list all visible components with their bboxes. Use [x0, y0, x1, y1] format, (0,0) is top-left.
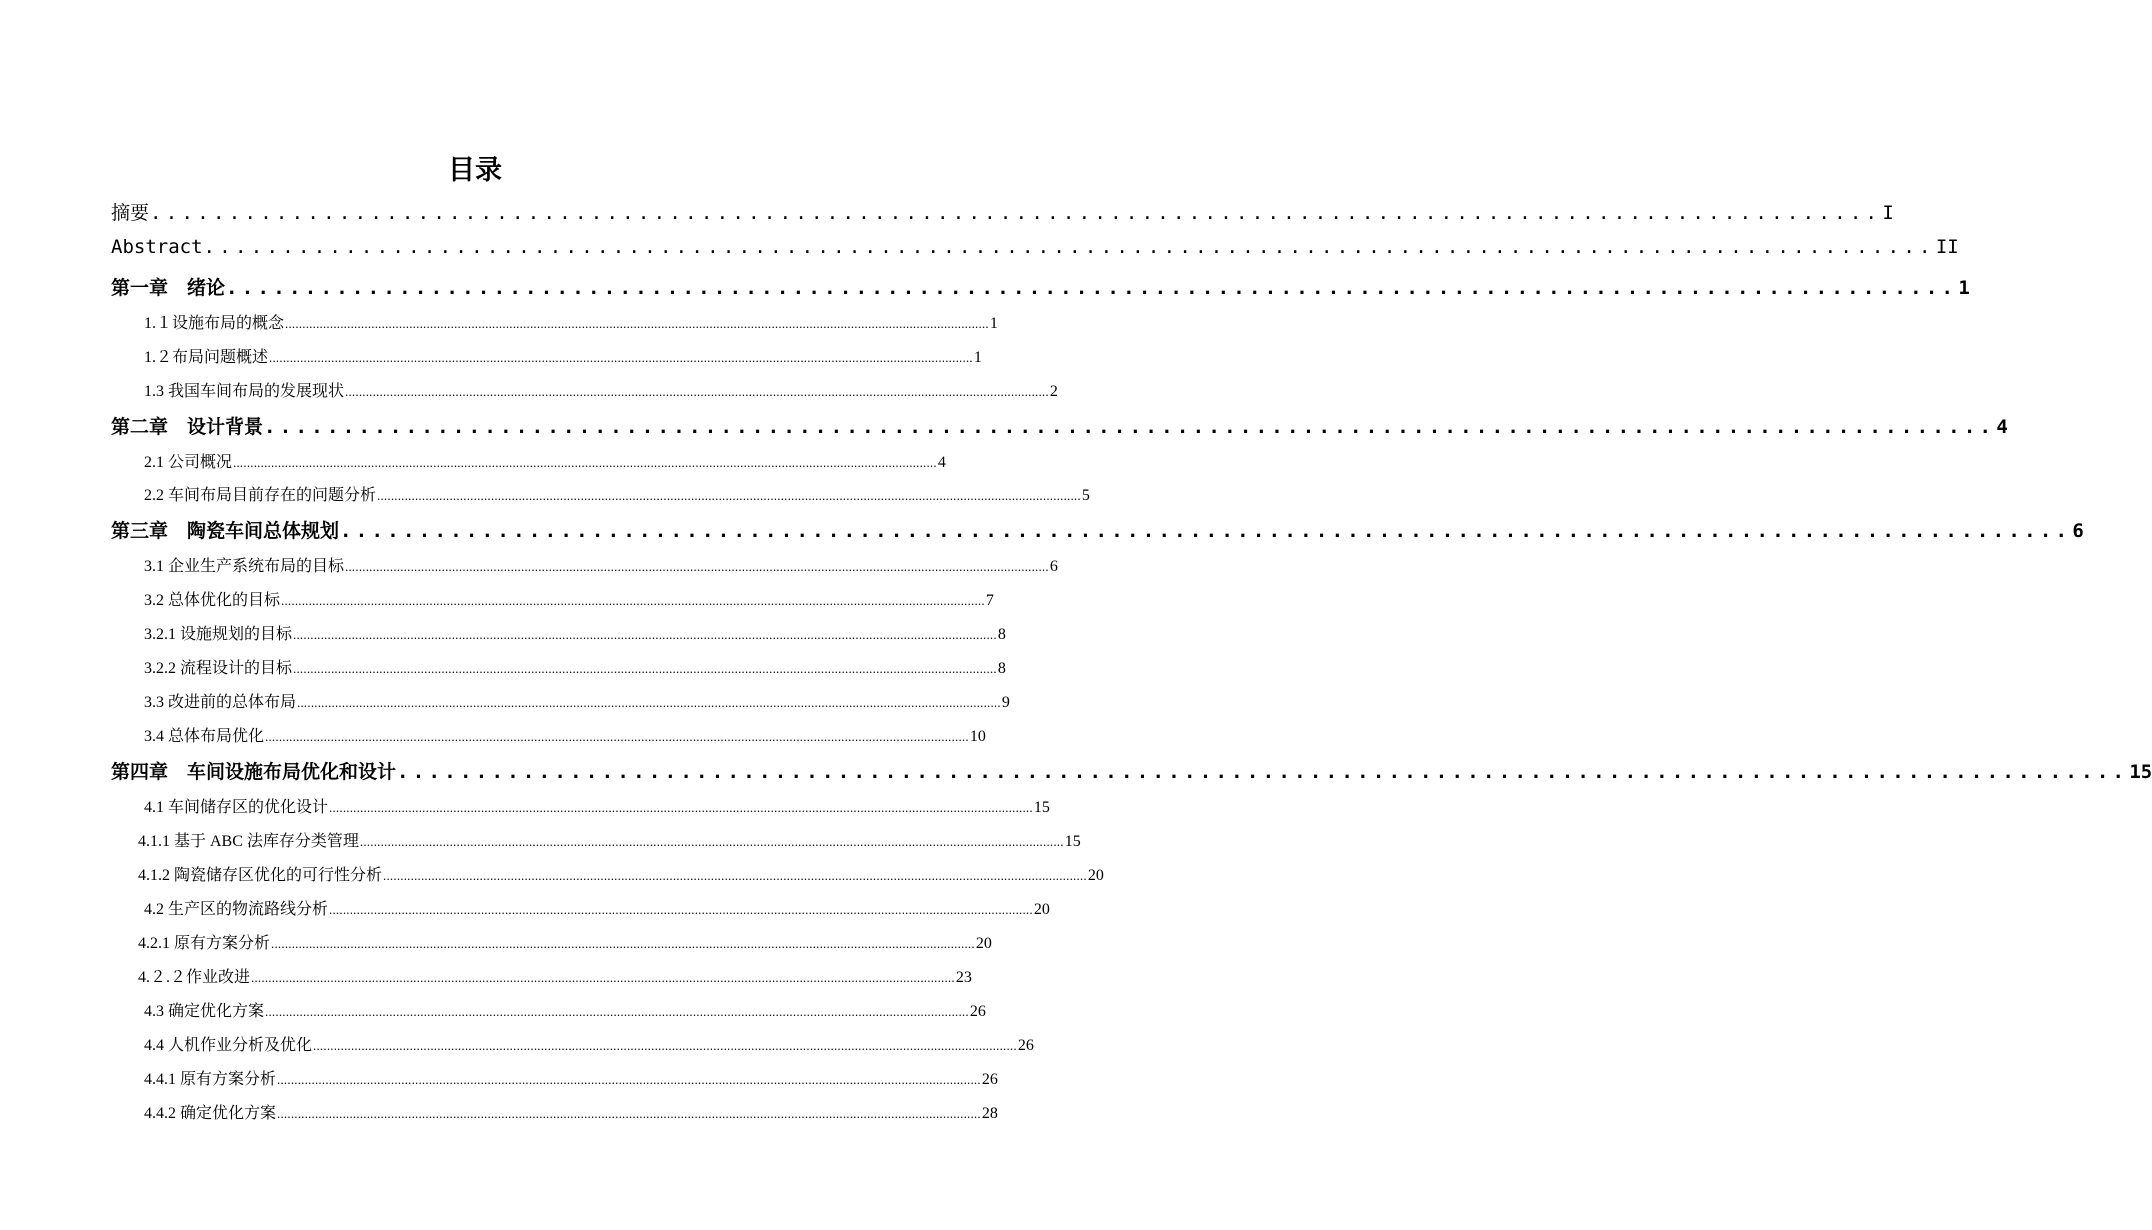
toc-entry-4-4-1[interactable]	[144, 1066, 998, 1089]
toc-entry-label: 1.１设施布局的概念	[144, 315, 285, 332]
toc-entry-label: 摘要	[111, 202, 150, 224]
toc-leader-dots: ..............................................................................................................	[150, 202, 1882, 224]
toc-leader-dots: ............................................................................................................................................................................................................	[271, 936, 975, 951]
toc-entry-page: 6	[1049, 558, 1058, 575]
toc-leader-dots: ..............................................................................................................	[397, 761, 2129, 783]
toc-entry-page: 15	[1064, 833, 1081, 850]
toc-leader-dots: ............................................................................................................................................................................................................	[329, 800, 1033, 815]
toc-entry-label: 3.1 企业生产系统布局的目标	[144, 558, 345, 575]
toc-entry-label: 3.2.2 流程设计的目标	[144, 660, 293, 677]
toc-entry-page: 20	[1087, 867, 1104, 884]
toc-entry-label: 4.3 确定优化方案	[144, 1003, 265, 1020]
toc-entry-4-4[interactable]	[144, 1032, 1034, 1055]
toc-entry-page: 5	[1081, 487, 1090, 504]
toc-entry-4-2[interactable]	[144, 896, 1050, 919]
toc-entry-label: 4.1.1 基于 ABC 法库存分类管理	[138, 833, 359, 850]
toc-leader-dots: ............................................................................................................................................................................................................	[293, 661, 997, 676]
toc-leader-dots: ............................................................................................................................................................................................................	[269, 350, 973, 365]
toc-leader-dots: ............................................................................................................................................................................................................	[265, 729, 969, 744]
page-title: 目录	[448, 155, 502, 186]
toc-entry-1-3[interactable]	[144, 378, 1058, 401]
toc-leader-dots: ............................................................................................................................................................................................................	[377, 488, 1081, 503]
toc-entry-4-3[interactable]	[144, 998, 986, 1021]
toc-leader-dots: ............................................................................................................................................................................................................	[281, 593, 985, 608]
toc-entry-1-1[interactable]	[144, 310, 998, 333]
toc-entry-4-4-2[interactable]	[144, 1100, 998, 1123]
toc-entry-label: 第三章 陶瓷车间总体规划	[111, 520, 340, 542]
toc-entry-page: 1	[973, 349, 982, 366]
toc-leader-dots: ............................................................................................................................................................................................................	[277, 1106, 981, 1121]
toc-entry-3-3[interactable]	[144, 689, 1010, 712]
toc-entry-label: 3.3 改进前的总体布局	[144, 694, 297, 711]
toc-entry-label: 1.3 我国车间布局的发展现状	[144, 383, 345, 400]
toc-entry-label: 1.２布局问题概述	[144, 349, 269, 366]
toc-entry-page: 8	[997, 626, 1006, 643]
toc-entry-abstract-cn[interactable]	[111, 198, 1894, 225]
toc-entry-page: 4	[937, 454, 946, 471]
toc-leader-dots: ............................................................................................................................................................................................................	[345, 384, 1049, 399]
toc-entry-3-2-1[interactable]	[144, 621, 1006, 644]
toc-leader-dots: ............................................................................................................................................................................................................	[265, 1004, 969, 1019]
toc-entry-label: Abstract	[111, 236, 203, 258]
toc-entry-page: 7	[985, 592, 994, 609]
toc-entry-chapter-3[interactable]	[111, 516, 2084, 543]
toc-leader-dots: ..............................................................................................................	[203, 236, 1935, 258]
toc-entry-page: 15	[1033, 799, 1050, 816]
toc-entry-label: 2.1 公司概况	[144, 454, 233, 471]
toc-leader-dots: ............................................................................................................................................................................................................	[251, 970, 955, 985]
toc-leader-dots: ............................................................................................................................................................................................................	[277, 1072, 981, 1087]
toc-entry-chapter-2[interactable]	[111, 412, 2008, 439]
toc-entry-page: 10	[969, 728, 986, 745]
toc-entry-label: 3.2 总体优化的目标	[144, 592, 281, 609]
toc-entry-label: 4.2.1 原有方案分析	[138, 935, 271, 952]
toc-entry-page: 23	[955, 969, 972, 986]
toc-entry-label: 4.1 车间储存区的优化设计	[144, 799, 329, 816]
toc-entry-page: 20	[1033, 901, 1050, 918]
toc-entry-3-4[interactable]	[144, 723, 986, 746]
toc-entry-label: 4.２.２作业改进	[138, 969, 251, 986]
toc-leader-dots: ............................................................................................................................................................................................................	[313, 1038, 1017, 1053]
toc-entry-chapter-1[interactable]	[111, 273, 1970, 300]
toc-entry-page: 1	[1958, 277, 1970, 299]
toc-entry-3-1[interactable]	[144, 553, 1058, 576]
toc-entry-page: 28	[981, 1105, 998, 1122]
toc-entry-4-2-1[interactable]	[138, 930, 992, 953]
toc-entry-label: 4.4.2 确定优化方案	[144, 1105, 277, 1122]
toc-entry-label: 2.2 车间布局目前存在的问题分析	[144, 487, 377, 504]
toc-entry-1-2[interactable]	[144, 344, 982, 367]
toc-entry-label: 4.2 生产区的物流路线分析	[144, 901, 329, 918]
toc-leader-dots: ............................................................................................................................................................................................................	[285, 316, 989, 331]
toc-entry-page: 8	[997, 660, 1006, 677]
toc-leader-dots: ............................................................................................................................................................................................................	[297, 695, 1001, 710]
toc-leader-dots: ..............................................................................................................	[340, 520, 2072, 542]
toc-entry-label: 第四章 车间设施布局优化和设计	[111, 761, 397, 783]
toc-entry-label: 第一章 绪论	[111, 277, 226, 299]
toc-entry-label: 第二章 设计背景	[111, 416, 264, 438]
toc-leader-dots: ............................................................................................................................................................................................................	[359, 834, 1064, 849]
toc-entry-2-1[interactable]	[144, 449, 946, 472]
toc-entry-page: 20	[975, 935, 992, 952]
toc-entry-chapter-4[interactable]	[111, 757, 2152, 784]
toc-leader-dots: ..............................................................................................................	[226, 277, 1958, 299]
toc-entry-3-2[interactable]	[144, 587, 994, 610]
toc-entry-4-2-2[interactable]	[138, 964, 972, 987]
toc-entry-4-1[interactable]	[144, 794, 1050, 817]
toc-entry-page: 1	[989, 315, 998, 332]
toc-entry-label: 3.2.1 设施规划的目标	[144, 626, 293, 643]
toc-leader-dots: ............................................................................................................................................................................................................	[293, 627, 997, 642]
toc-entry-page: 26	[981, 1071, 998, 1088]
toc-entry-page: 26	[969, 1003, 986, 1020]
toc-leader-dots: ............................................................................................................................................................................................................	[383, 868, 1087, 883]
toc-entry-page: 9	[1001, 694, 1010, 711]
toc-entry-abstract-en[interactable]	[111, 236, 1959, 258]
toc-entry-4-1-2[interactable]	[138, 862, 1104, 885]
toc-leader-dots: ..............................................................................................................	[264, 416, 1996, 438]
toc-entry-label: 4.1.2 陶瓷储存区优化的可行性分析	[138, 867, 383, 884]
toc-entry-page: I	[1882, 202, 1894, 224]
toc-entry-label: 3.4 总体布局优化	[144, 728, 265, 745]
toc-entry-page: II	[1935, 236, 1959, 258]
toc-entry-page: 26	[1017, 1037, 1034, 1054]
toc-entry-label: 4.4 人机作业分析及优化	[144, 1037, 313, 1054]
toc-leader-dots: ............................................................................................................................................................................................................	[233, 455, 937, 470]
toc-entry-2-2[interactable]	[144, 482, 1090, 505]
toc-entry-page: 6	[2072, 520, 2084, 542]
toc-entry-3-2-2[interactable]	[144, 655, 1006, 678]
toc-entry-page: 2	[1049, 383, 1058, 400]
toc-leader-dots: ............................................................................................................................................................................................................	[329, 902, 1033, 917]
toc-entry-label: 4.4.1 原有方案分析	[144, 1071, 277, 1088]
toc-entry-page: 15	[2129, 761, 2152, 783]
toc-entry-4-1-1[interactable]	[138, 828, 1081, 851]
toc-entry-page: 4	[1996, 416, 2008, 438]
toc-leader-dots: ............................................................................................................................................................................................................	[345, 559, 1049, 574]
